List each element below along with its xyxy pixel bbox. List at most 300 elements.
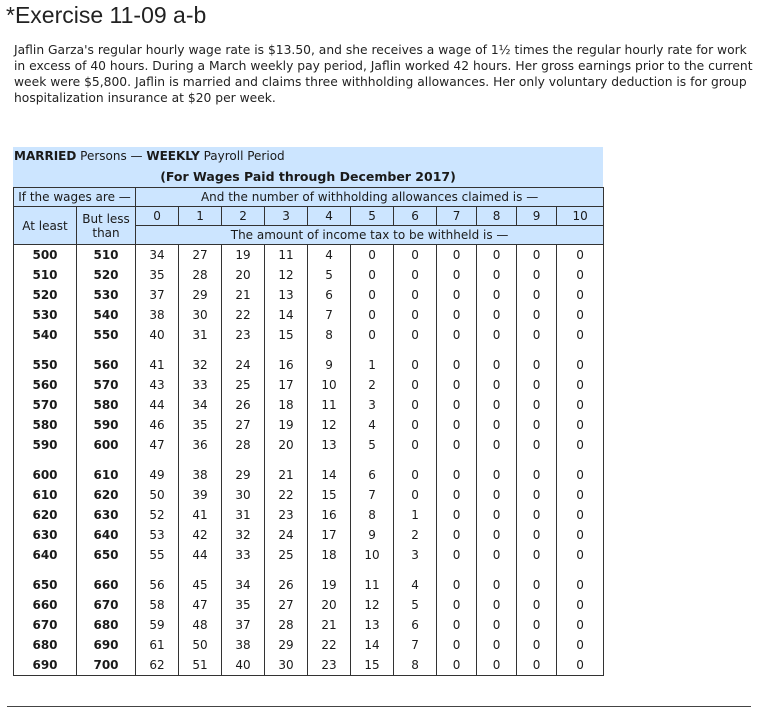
tax-cell: 0 — [394, 265, 437, 285]
tax-cell: 8 — [308, 325, 351, 345]
tax-cell: 53 — [136, 525, 179, 545]
tax-cell: 30 — [179, 305, 222, 325]
tax-cell: 62 — [136, 655, 179, 676]
tax-cell: 0 — [437, 245, 477, 266]
but-less-cell: 530 — [77, 285, 136, 305]
tax-cell: 0 — [557, 375, 604, 395]
tax-cell: 61 — [136, 635, 179, 655]
tax-cell: 11 — [351, 565, 394, 595]
tax-cell: 0 — [517, 655, 557, 676]
tax-cell: 47 — [136, 435, 179, 455]
tax-cell: 16 — [308, 505, 351, 525]
allowance-column-header: 8 — [477, 207, 517, 226]
tax-cell: 45 — [179, 565, 222, 595]
tax-cell: 17 — [308, 525, 351, 545]
tax-cell: 33 — [222, 545, 265, 565]
filing-status: MARRIED — [14, 149, 77, 163]
tax-cell: 47 — [179, 595, 222, 615]
tax-cell: 0 — [437, 395, 477, 415]
at-least-cell: 530 — [14, 305, 77, 325]
tax-cell: 24 — [265, 525, 308, 545]
tax-cell: 13 — [351, 615, 394, 635]
tax-cell: 55 — [136, 545, 179, 565]
tax-cell: 28 — [222, 435, 265, 455]
tax-cell: 6 — [351, 455, 394, 485]
tax-cell: 0 — [477, 565, 517, 595]
tax-cell: 6 — [394, 615, 437, 635]
payroll-period: WEEKLY — [146, 149, 200, 163]
but-less-cell: 630 — [77, 505, 136, 525]
tax-cell: 3 — [351, 395, 394, 415]
filing-status-suffix: Persons — — [76, 149, 147, 163]
tax-cell: 0 — [517, 635, 557, 655]
tax-cell: 0 — [437, 635, 477, 655]
table-row — [14, 485, 604, 505]
but-less-cell: 690 — [77, 635, 136, 655]
tax-cell: 28 — [265, 615, 308, 635]
allowance-column-header: 4 — [308, 207, 351, 226]
but-less-cell: 570 — [77, 375, 136, 395]
tax-cell: 35 — [222, 595, 265, 615]
tax-cell: 23 — [265, 505, 308, 525]
tax-cell: 0 — [394, 485, 437, 505]
allowance-column-header: 6 — [394, 207, 437, 226]
tax-cell: 31 — [179, 325, 222, 345]
but-less-cell: 620 — [77, 485, 136, 505]
tax-cell: 15 — [351, 655, 394, 676]
at-least-cell: 620 — [14, 505, 77, 525]
allowance-column-header: 3 — [265, 207, 308, 226]
at-least-header: At least — [14, 207, 77, 245]
tax-cell: 37 — [222, 615, 265, 635]
tax-cell: 38 — [136, 305, 179, 325]
tax-cell: 0 — [517, 505, 557, 525]
tax-cell: 0 — [477, 245, 517, 266]
at-least-cell: 600 — [14, 455, 77, 485]
tax-cell: 8 — [394, 655, 437, 676]
but-less-cell: 580 — [77, 395, 136, 415]
tax-cell: 22 — [308, 635, 351, 655]
tax-cell: 0 — [517, 325, 557, 345]
tax-cell: 0 — [437, 455, 477, 485]
tax-cell: 29 — [222, 455, 265, 485]
but-less-cell: 550 — [77, 325, 136, 345]
at-least-cell: 650 — [14, 565, 77, 595]
tax-cell: 0 — [477, 285, 517, 305]
table-header — [14, 188, 604, 245]
tax-cell: 0 — [477, 615, 517, 635]
tax-cell: 52 — [136, 505, 179, 525]
tax-cell: 10 — [308, 375, 351, 395]
tax-cell: 27 — [265, 595, 308, 615]
tax-cell: 23 — [308, 655, 351, 676]
tax-cell: 0 — [477, 325, 517, 345]
table-row — [14, 415, 604, 435]
tax-cell: 0 — [517, 245, 557, 266]
tax-cell: 0 — [557, 635, 604, 655]
table-row — [14, 595, 604, 615]
tax-cell: 0 — [477, 485, 517, 505]
tax-cell: 0 — [477, 265, 517, 285]
tax-cell: 7 — [394, 635, 437, 655]
at-least-cell: 660 — [14, 595, 77, 615]
payroll-period-suffix: Payroll Period — [199, 149, 285, 163]
tax-cell: 0 — [437, 595, 477, 615]
tax-cell: 0 — [437, 505, 477, 525]
tax-cell: 0 — [437, 415, 477, 435]
but-less-cell: 600 — [77, 435, 136, 455]
table-row — [14, 325, 604, 345]
tax-cell: 27 — [222, 415, 265, 435]
table-row — [14, 565, 604, 595]
tax-cell: 0 — [394, 435, 437, 455]
tax-cell: 0 — [517, 305, 557, 325]
allowance-column-header: 1 — [179, 207, 222, 226]
tax-cell: 0 — [557, 545, 604, 565]
tax-cell: 44 — [179, 545, 222, 565]
tax-cell: 0 — [557, 525, 604, 545]
table-body — [14, 245, 604, 676]
tax-cell: 46 — [136, 415, 179, 435]
tax-cell: 0 — [517, 345, 557, 375]
tax-cell: 39 — [179, 485, 222, 505]
tax-cell: 33 — [179, 375, 222, 395]
tax-cell: 0 — [394, 245, 437, 266]
tax-cell: 18 — [308, 545, 351, 565]
tax-cell: 11 — [265, 245, 308, 266]
problem-statement: Jaflin Garza's regular hourly wage rate is $13.50, and she receives a wage of 1½ times the regular hourly rate for work in excess of 40 hours. During a March weekly pay period, Jaflin worked 42 hours. Her gross earnings prior to the current week were $5,800. Jaflin is married and claims three withholding allowances. Her only voluntary deduction is for group hospitalization insurance at $20 per week. — [14, 43, 753, 105]
tax-cell: 0 — [517, 395, 557, 415]
tax-cell: 0 — [517, 545, 557, 565]
table-row — [14, 435, 604, 455]
tax-cell: 13 — [308, 435, 351, 455]
tax-cell: 0 — [477, 395, 517, 415]
tax-cell: 0 — [351, 305, 394, 325]
tax-cell: 0 — [437, 345, 477, 375]
tax-cell: 0 — [517, 285, 557, 305]
but-less-cell: 510 — [77, 245, 136, 266]
tax-cell: 0 — [477, 655, 517, 676]
tax-cell: 9 — [351, 525, 394, 545]
tax-cell: 14 — [265, 305, 308, 325]
tax-cell: 0 — [351, 285, 394, 305]
tax-cell: 0 — [517, 455, 557, 485]
tax-cell: 0 — [477, 525, 517, 545]
tax-cell: 34 — [136, 245, 179, 266]
but-less-cell: 640 — [77, 525, 136, 545]
but-less-cell: 540 — [77, 305, 136, 325]
tax-cell: 0 — [557, 415, 604, 435]
tax-cell: 0 — [517, 595, 557, 615]
at-least-cell: 500 — [14, 245, 77, 266]
tax-cell: 0 — [437, 285, 477, 305]
tax-cell: 58 — [136, 595, 179, 615]
tax-cell: 30 — [222, 485, 265, 505]
tax-cell: 21 — [222, 285, 265, 305]
tax-cell: 0 — [557, 345, 604, 375]
tax-cell: 42 — [179, 525, 222, 545]
tax-cell: 0 — [477, 375, 517, 395]
tax-cell: 22 — [222, 305, 265, 325]
tax-cell: 0 — [394, 345, 437, 375]
but-less-cell: 610 — [77, 455, 136, 485]
tax-cell: 50 — [179, 635, 222, 655]
tax-cell: 23 — [222, 325, 265, 345]
tax-cell: 0 — [394, 395, 437, 415]
allowance-column-header: 2 — [222, 207, 265, 226]
tax-cell: 27 — [179, 245, 222, 266]
tax-cell: 0 — [437, 435, 477, 455]
tax-cell: 0 — [477, 595, 517, 615]
wages-header: If the wages are — — [14, 188, 136, 207]
tax-cell: 0 — [557, 325, 604, 345]
tax-cell: 0 — [477, 455, 517, 485]
at-least-cell: 670 — [14, 615, 77, 635]
tax-cell: 0 — [437, 305, 477, 325]
tax-cell: 0 — [437, 325, 477, 345]
tax-cell: 0 — [557, 265, 604, 285]
but-less-cell: 680 — [77, 615, 136, 635]
tax-cell: 17 — [265, 375, 308, 395]
tax-cell: 31 — [222, 505, 265, 525]
tax-cell: 38 — [222, 635, 265, 655]
allowances-header: And the number of withholding allowances claimed is — — [136, 188, 604, 207]
withholding-table-panel — [13, 147, 603, 676]
tax-cell: 0 — [437, 485, 477, 505]
but-less-cell: 560 — [77, 345, 136, 375]
table-row — [14, 245, 604, 266]
tax-cell: 0 — [517, 375, 557, 395]
allowance-column-header: 10 — [557, 207, 604, 226]
table-row — [14, 655, 604, 676]
at-least-cell: 550 — [14, 345, 77, 375]
tax-cell: 0 — [557, 245, 604, 266]
but-less-cell: 660 — [77, 565, 136, 595]
at-least-cell: 510 — [14, 265, 77, 285]
at-least-cell: 640 — [14, 545, 77, 565]
tax-cell: 21 — [265, 455, 308, 485]
tax-cell: 24 — [222, 345, 265, 375]
but-less-than-header: But less than — [77, 207, 136, 245]
tax-cell: 29 — [179, 285, 222, 305]
tax-cell: 2 — [394, 525, 437, 545]
tax-cell: 0 — [557, 565, 604, 595]
table-heading — [13, 147, 603, 166]
tax-cell: 40 — [136, 325, 179, 345]
tax-cell: 5 — [394, 595, 437, 615]
at-least-cell: 560 — [14, 375, 77, 395]
tax-cell: 7 — [308, 305, 351, 325]
allowance-column-header: 5 — [351, 207, 394, 226]
tax-cell: 0 — [557, 395, 604, 415]
tax-cell: 41 — [179, 505, 222, 525]
tax-cell: 19 — [308, 565, 351, 595]
tax-cell: 4 — [351, 415, 394, 435]
tax-cell: 0 — [437, 565, 477, 595]
tax-cell: 0 — [437, 545, 477, 565]
table-row — [14, 265, 604, 285]
tax-cell: 49 — [136, 455, 179, 485]
tax-cell: 34 — [179, 395, 222, 415]
tax-cell: 35 — [179, 415, 222, 435]
tax-cell: 11 — [308, 395, 351, 415]
tax-cell: 0 — [477, 415, 517, 435]
at-least-cell: 610 — [14, 485, 77, 505]
tax-cell: 0 — [517, 435, 557, 455]
tax-cell: 0 — [351, 265, 394, 285]
tax-cell: 22 — [265, 485, 308, 505]
tax-cell: 0 — [437, 525, 477, 545]
allowance-column-header: 7 — [437, 207, 477, 226]
tax-cell: 0 — [517, 525, 557, 545]
tax-cell: 0 — [557, 285, 604, 305]
tax-cell: 0 — [351, 325, 394, 345]
table-row — [14, 305, 604, 325]
table-row — [14, 455, 604, 485]
table-subtitle: (For Wages Paid through December 2017) — [13, 166, 603, 187]
tax-cell: 14 — [351, 635, 394, 655]
tax-cell: 44 — [136, 395, 179, 415]
tax-cell: 0 — [517, 485, 557, 505]
tax-cell: 0 — [394, 375, 437, 395]
tax-cell: 2 — [351, 375, 394, 395]
tax-cell: 43 — [136, 375, 179, 395]
tax-cell: 34 — [222, 565, 265, 595]
tax-cell: 9 — [308, 345, 351, 375]
tax-cell: 15 — [265, 325, 308, 345]
tax-cell: 14 — [308, 455, 351, 485]
tax-cell: 37 — [136, 285, 179, 305]
tax-cell: 21 — [308, 615, 351, 635]
withholding-table — [13, 187, 604, 676]
tax-cell: 12 — [308, 415, 351, 435]
but-less-cell: 650 — [77, 545, 136, 565]
tax-cell: 0 — [394, 455, 437, 485]
tax-cell: 0 — [557, 595, 604, 615]
tax-cell: 4 — [394, 565, 437, 595]
tax-cell: 0 — [517, 265, 557, 285]
tax-cell: 0 — [477, 505, 517, 525]
tax-cell: 19 — [265, 415, 308, 435]
table-row — [14, 285, 604, 305]
tax-cell: 7 — [351, 485, 394, 505]
table-row — [14, 545, 604, 565]
tax-cell: 3 — [394, 545, 437, 565]
exercise-title: *Exercise 11-09 a-b — [6, 2, 207, 28]
tax-cell: 5 — [351, 435, 394, 455]
at-least-cell: 680 — [14, 635, 77, 655]
tax-cell: 0 — [517, 615, 557, 635]
bottom-divider — [7, 706, 751, 707]
tax-cell: 0 — [557, 615, 604, 635]
tax-cell: 0 — [477, 305, 517, 325]
tax-cell: 29 — [265, 635, 308, 655]
tax-cell: 6 — [308, 285, 351, 305]
table-row — [14, 395, 604, 415]
tax-cell: 32 — [179, 345, 222, 375]
but-less-cell: 520 — [77, 265, 136, 285]
tax-cell: 0 — [394, 415, 437, 435]
tax-cell: 19 — [222, 245, 265, 266]
table-row — [14, 525, 604, 545]
tax-cell: 0 — [517, 415, 557, 435]
at-least-cell: 580 — [14, 415, 77, 435]
tax-cell: 26 — [265, 565, 308, 595]
tax-cell: 0 — [477, 435, 517, 455]
tax-cell: 25 — [222, 375, 265, 395]
tax-cell: 36 — [179, 435, 222, 455]
tax-cell: 13 — [265, 285, 308, 305]
tax-cell: 1 — [351, 345, 394, 375]
table-row — [14, 505, 604, 525]
tax-cell: 18 — [265, 395, 308, 415]
tax-cell: 4 — [308, 245, 351, 266]
tax-cell: 16 — [265, 345, 308, 375]
tax-cell: 0 — [394, 325, 437, 345]
tax-cell: 15 — [308, 485, 351, 505]
tax-cell: 0 — [557, 505, 604, 525]
at-least-cell: 630 — [14, 525, 77, 545]
tax-cell: 26 — [222, 395, 265, 415]
at-least-cell: 690 — [14, 655, 77, 676]
tax-cell: 38 — [179, 455, 222, 485]
amount-header: The amount of income tax to be withheld is — — [136, 226, 604, 245]
tax-cell: 30 — [265, 655, 308, 676]
but-less-cell: 590 — [77, 415, 136, 435]
tax-cell: 50 — [136, 485, 179, 505]
tax-cell: 20 — [222, 265, 265, 285]
tax-cell: 10 — [351, 545, 394, 565]
at-least-cell: 520 — [14, 285, 77, 305]
tax-cell: 0 — [394, 305, 437, 325]
tax-cell: 5 — [308, 265, 351, 285]
tax-cell: 0 — [477, 635, 517, 655]
at-least-cell: 590 — [14, 435, 77, 455]
tax-cell: 20 — [308, 595, 351, 615]
tax-cell: 59 — [136, 615, 179, 635]
tax-cell: 0 — [437, 615, 477, 635]
tax-cell: 32 — [222, 525, 265, 545]
tax-cell: 12 — [265, 265, 308, 285]
tax-cell: 0 — [437, 375, 477, 395]
at-least-cell: 540 — [14, 325, 77, 345]
tax-cell: 48 — [179, 615, 222, 635]
tax-cell: 0 — [437, 655, 477, 676]
but-less-cell: 670 — [77, 595, 136, 615]
tax-cell: 1 — [394, 505, 437, 525]
tax-cell: 40 — [222, 655, 265, 676]
tax-cell: 56 — [136, 565, 179, 595]
table-row — [14, 375, 604, 395]
tax-cell: 8 — [351, 505, 394, 525]
tax-cell: 0 — [557, 485, 604, 505]
tax-cell: 12 — [351, 595, 394, 615]
tax-cell: 0 — [477, 345, 517, 375]
table-row — [14, 635, 604, 655]
tax-cell: 0 — [477, 545, 517, 565]
tax-cell: 0 — [517, 565, 557, 595]
tax-cell: 35 — [136, 265, 179, 285]
tax-cell: 0 — [557, 655, 604, 676]
but-less-cell: 700 — [77, 655, 136, 676]
tax-cell: 41 — [136, 345, 179, 375]
tax-cell: 0 — [437, 265, 477, 285]
tax-cell: 0 — [557, 305, 604, 325]
allowance-column-header: 0 — [136, 207, 179, 226]
tax-cell: 20 — [265, 435, 308, 455]
allowance-column-header: 9 — [517, 207, 557, 226]
tax-cell: 0 — [394, 285, 437, 305]
